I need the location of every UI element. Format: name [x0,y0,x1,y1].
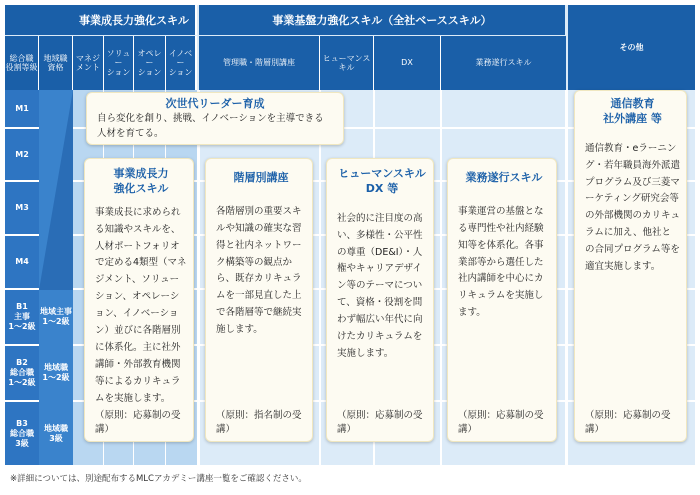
header-sub-solution: ソリュー ション [104,36,134,90]
header-group-base: 事業基盤力強化スキル（全社ベーススキル） [199,5,565,35]
card-next-leader-title: 次世代リーダー育成 [165,97,265,110]
card-hierarchy-title: 階層別講座 [233,171,289,184]
card-correspondence-body: 通信教育・eラーニング・若年職員海外派遣プログラム及び三菱マーケティング研究会等の外部機関のカリキュラムに加え、他社との合同プログラム等を適宜実施します。 [585,142,681,273]
grade-m4: M4 [5,236,39,288]
grade-b1: B1 主事 1～2級 [5,290,39,344]
header-sub-human: ヒューマンスキル [320,36,374,90]
grade-b3: B3 総合職 3級 [5,402,39,465]
card-correspondence-title: 通信教育 社外講座 等 [603,97,662,125]
card-correspondence-foot: （原則：応募制の受講） [585,410,671,435]
region-b1: 地域主事 1～2級 [40,307,72,326]
card-hierarchy [205,158,313,442]
card-next-leader [86,92,344,145]
header-other: その他 [568,5,695,90]
header-corner [5,5,73,35]
region-b3: 地域職 3級 [44,423,68,443]
header-col-region: 地域職 資格 [39,36,73,90]
header-sub-operation: オペレー ション [134,36,166,90]
header-sub-dx: DX [374,36,441,90]
card-next-leader-body: 自ら変化を創り、挑戦、イノベーションを主導できる人材を育てる。 [97,112,324,139]
footnote: ※詳細については、別途配布するMLCアカデミー講座一覧をご確認ください。 [10,474,307,484]
card-business-body: 事業運営の基盤となる専門性や社内経験知等を体系化。各事業部等から選任した社内講師を中心にカリキュラムを実施します。 [458,205,544,319]
card-business-title: 業務遂行スキル [465,171,543,184]
card-growth-foot: （原則：応募制の受講） [95,410,181,435]
grade-m2: M2 [5,129,39,180]
card-correspondence [574,90,687,442]
header-sub-management: マネジ メント [73,36,104,90]
header-group-growth: 事業成長力強化スキル [73,5,197,35]
card-hierarchy-foot: （原則：指名制の受講） [216,410,302,435]
header-sub-business: 業務遂行スキル [441,36,566,90]
grade-m3: M3 [5,182,39,234]
card-growth-body: 事業成長に求められる知識やスキルを、人材ポートフォリオで定める4類型（マネジメント、ソリューション、オペレーション、イノベーション）並びに各階層別に体系化。主に社外講師・外部教育機関等によるカリキュラムを実施します。 [95,206,187,404]
card-human-dx-foot: （原則：応募制の受講） [337,410,423,435]
card-growth-title: 事業成長力 強化スキル [113,167,169,195]
grade-m1: M1 [5,90,39,127]
header-sub-hierarchy: 管理職・階層別講座 [199,36,320,90]
card-human-dx [326,158,434,442]
grade-b2: B2 総合職 1～2級 [5,346,39,400]
card-growth [84,158,194,442]
header-sub-innovation: イノベー ション [166,36,197,90]
region-b2: 地域職 1～2級 [42,363,70,382]
card-human-dx-title: ヒューマンスキル DX 等 [338,167,426,195]
card-human-dx-body: 社会的に注目度の高い、多様性・公平性の尊重（DE&I）・人権やキャリアデザイン等のテーマについて、資格・役割を問わず幅広い年代に向けたカリキュラムを実施します。 [337,212,423,359]
card-hierarchy-body: 各階層別の重要スキルや知識の確実な習得と社内ネットワーク構築等の観点から、既存カリキュラムを一部見直した上で各階層等で継続実施します。 [216,205,302,336]
card-business [447,158,557,442]
header-col-grade: 総合職 役割等級 [5,36,39,90]
card-business-foot: （原則：応募制の受講） [458,410,544,435]
